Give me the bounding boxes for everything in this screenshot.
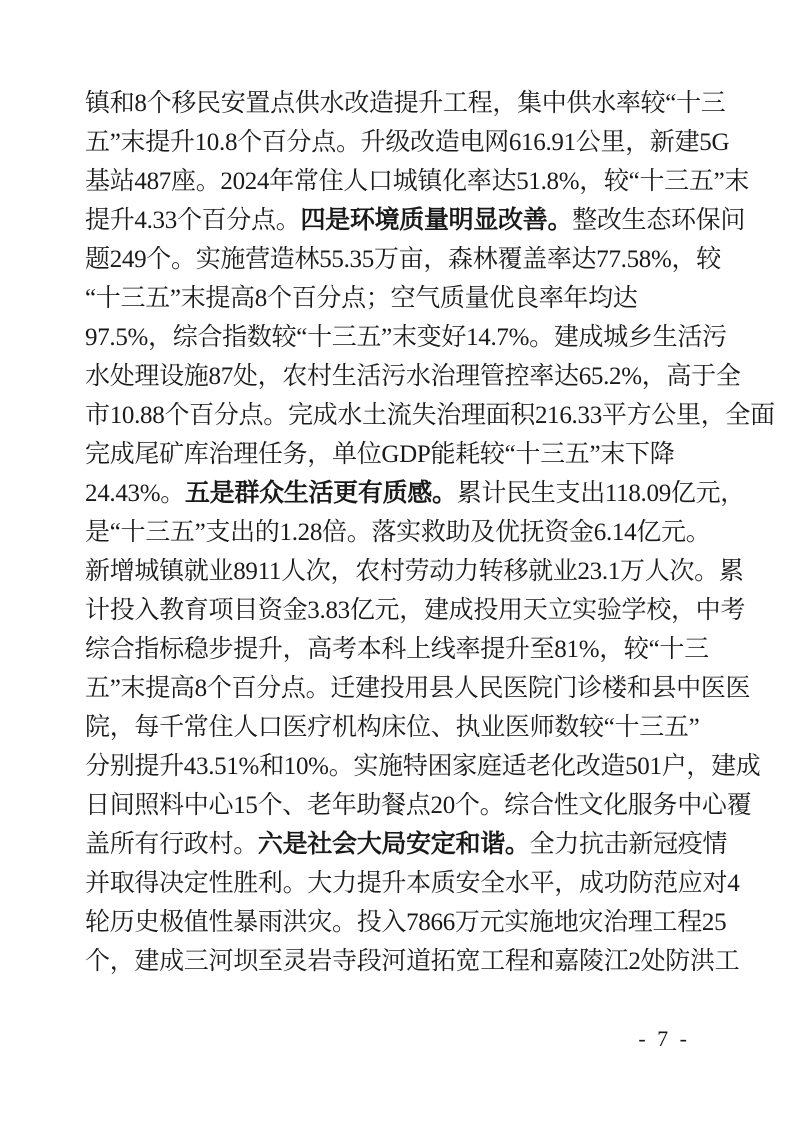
text-line [85, 396, 775, 435]
text-line [85, 786, 752, 825]
text-line [85, 513, 717, 552]
body-text: “十三五”末提高8个百分点；空气质量优良率年均达 [85, 285, 638, 312]
body-text: 轮历史极值性暴雨洪灾。投入7866万元实施地灾治理工程25 [85, 909, 727, 936]
body-text: 完成尾矿库治理任务，单位GDP能耗较“十三五”末下降 [85, 441, 675, 468]
text-line [85, 747, 761, 786]
body-text: 并取得决定性胜利。大力提升本质安全水平，成功防范应对4 [85, 870, 740, 897]
body-text: 水处理设施87处，农村生活污水治理管控率达65.2%，高于全 [85, 363, 741, 390]
text-line [85, 591, 746, 630]
body-text: 五”末提升10.8个百分点。升级改造电网616.91公里，新建5G [85, 129, 730, 156]
body-text: 镇和8个移民安置点供水改造提升工程，集中供水率较“十三 [85, 90, 726, 117]
body-text: 97.5%，综合指数较“十三五”末变好14.7%。建成城乡生活污 [85, 324, 727, 351]
text-line [85, 864, 740, 903]
body-text: 盖所有行政村。 [85, 831, 258, 858]
text-line [85, 630, 717, 669]
body-text: 基站487座。2024年常住人口城镇化率达51.8%，较“十三五”末 [85, 168, 750, 195]
text-line [85, 123, 730, 162]
report-body-text [85, 84, 775, 981]
body-text: 五”末提高8个百分点。迁建投用县人民医院门诊楼和县中医医 [85, 675, 751, 702]
body-text: 个，建成三河坝至灵岩寺段河道拓宽工程和嘉陵江2处防洪工 [85, 948, 740, 975]
text-line [85, 474, 746, 513]
text-line [85, 279, 717, 318]
body-text: 整改生态环保问 [572, 207, 746, 234]
text-line [85, 240, 721, 279]
body-text: 综合指标稳步提升，高考本科上线率提升至81%，较“十三 [85, 636, 709, 663]
text-line [85, 942, 740, 981]
text-line [85, 708, 717, 747]
text-line [85, 903, 727, 942]
text-line [85, 357, 741, 396]
body-text: 是“十三五”支出的1.28倍。落实救助及优抚资金6.14亿元。 [85, 519, 711, 546]
body-text: 24.43%。 [85, 480, 185, 507]
text-line [85, 84, 726, 123]
body-text: 累计民生支出118.09亿元， [456, 480, 746, 507]
text-line [85, 162, 750, 201]
body-text: 计投入教育项目资金3.83亿元，建成投用天立实验学校，中考 [85, 597, 746, 624]
text-line [85, 318, 727, 357]
emphasized-text: 六是社会大局安定和谐。 [257, 831, 530, 858]
text-line [85, 669, 751, 708]
body-text: 提升4.33个百分点。 [85, 207, 301, 234]
body-text: 新增城镇就业8911人次，农村劳动力转移就业23.1万人次。累 [85, 558, 744, 585]
text-line [85, 825, 728, 864]
page-number: - 7 - [638, 1026, 690, 1051]
body-text: 分别提升43.51%和10%。实施特困家庭适老化改造501户，建成 [85, 753, 761, 780]
text-line [85, 201, 746, 240]
body-text: 全力抗击新冠疫情 [529, 831, 728, 858]
emphasized-text: 五是群众生活更有质感。 [184, 480, 457, 507]
body-text: 日间照料中心15个、老年助餐点20个。综合性文化服务中心覆 [85, 792, 752, 819]
text-line [85, 552, 744, 591]
body-text: 院，每千常住人口医疗机构床位、执业医师数较“十三五” [85, 714, 700, 741]
body-text: 市10.88个百分点。完成水土流失治理面积216.33平方公里，全面 [85, 402, 775, 429]
emphasized-text: 四是环境质量明显改善。 [300, 207, 573, 234]
text-line [85, 435, 717, 474]
body-text: 题249个。实施营造林55.35万亩，森林覆盖率达77.58%，较 [85, 246, 721, 273]
